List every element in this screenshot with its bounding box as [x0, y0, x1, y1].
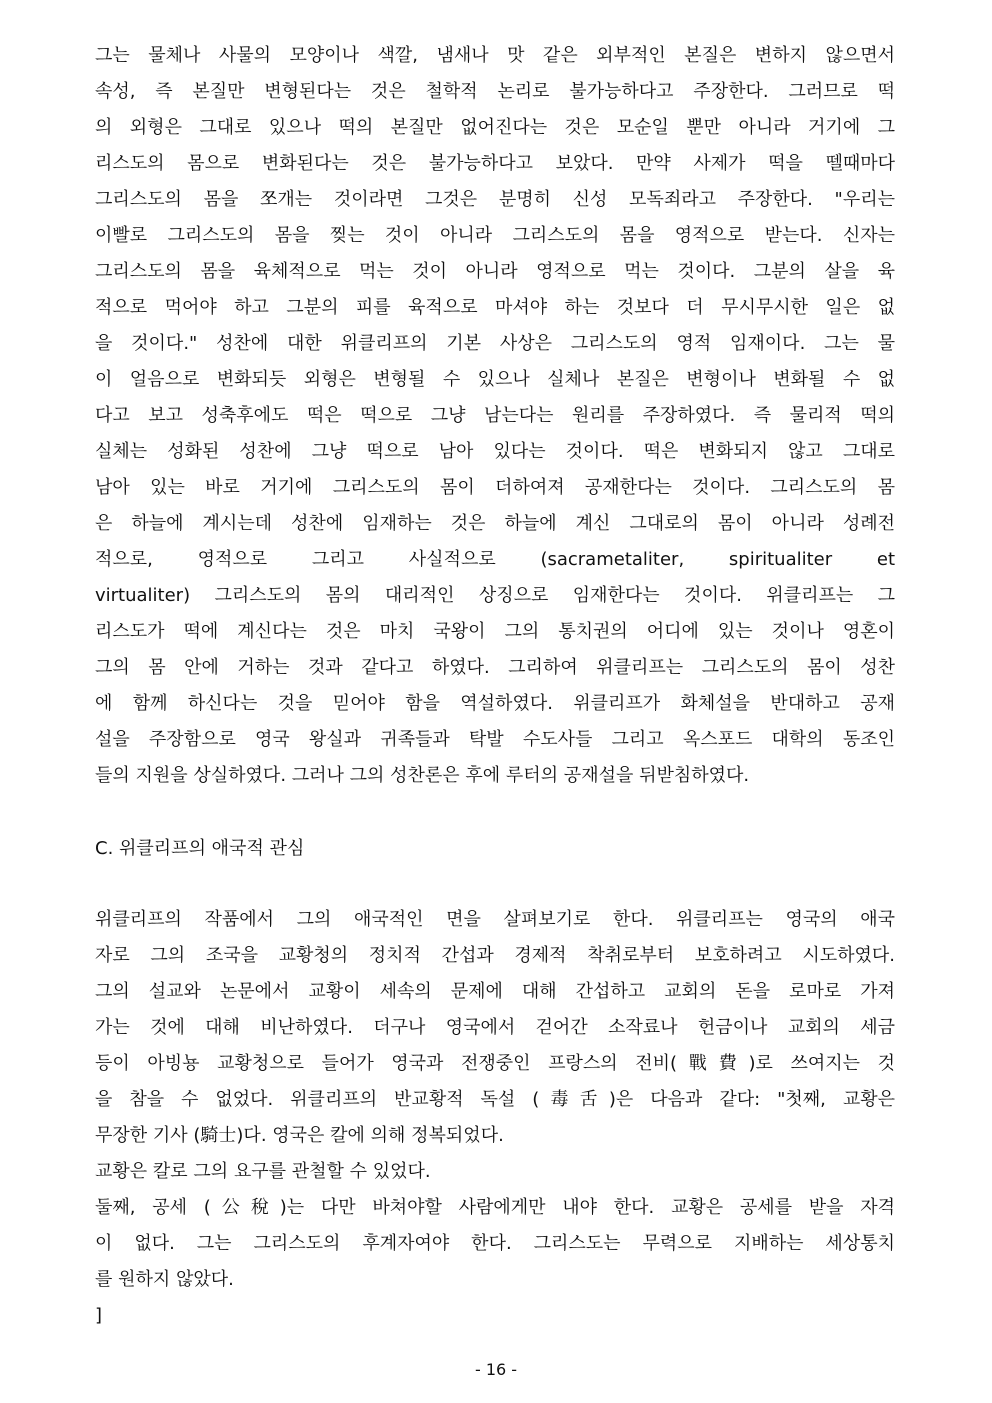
- paragraph-line: 둘째, 공세 (公稅)는 다만 바쳐야할 사람에게만 내야 한다. 교황은 공세를 받을 자격: [95, 1197, 895, 1218]
- paragraph-line: 의 외형은 그대로 있으나 떡의 본질만 없어진다는 것은 모순일 뿐만 아니라 거기에 그: [95, 117, 895, 138]
- paragraph-line: 리스도가 떡에 계신다는 것은 마치 국왕이 그의 통치권의 어디에 있는 것이나 영혼이: [95, 621, 895, 642]
- paragraph-line: virtualiter) 그리스도의 몸의 대리적인 상징으로 임재한다는 것이다. 위클리프는 그: [95, 585, 895, 606]
- paragraph-line: 그의 설교와 논문에서 교황이 세속의 문제에 대해 간섭하고 교회의 돈을 로마로 가져: [95, 981, 895, 1002]
- paragraph-line: 그리스도의 몸을 쪼개는 것이라면 그것은 분명히 신성 모독죄라고 주장한다. "우리는: [95, 189, 895, 210]
- paragraph-line: 적으로, 영적으로 그리고 사실적으로 (sacrametaliter, spiritualiter et: [95, 549, 895, 570]
- paragraph-line: 속성, 즉 본질만 변형된다는 것은 철학적 논리로 불가능하다고 주장한다. 그러므로 떡: [95, 81, 895, 102]
- paragraph-line: 무장한 기사 (騎士)다. 영국은 칼에 의해 정복되었다.: [95, 1125, 504, 1146]
- paragraph-line: 등이 아빙뇽 교황청으로 들어가 영국과 전쟁중인 프랑스의 전비(戰費)로 쓰여지는 것: [95, 1053, 895, 1074]
- paragraph-line: 에 함께 하신다는 것을 믿어야 함을 역설하였다. 위클리프가 화체설을 반대하고 공재: [95, 693, 895, 714]
- paragraph-line: 그리스도의 몸을 육체적으로 먹는 것이 아니라 영적으로 먹는 것이다. 그분의 살을 육: [95, 261, 895, 282]
- paragraph-line: 남아 있는 바로 거기에 그리스도의 몸이 더하여져 공재한다는 것이다. 그리스도의 몸: [95, 477, 895, 498]
- paragraph-line: 이 얼음으로 변화되듯 외형은 변형될 수 있으나 실체나 본질은 변형이나 변화될 수 없: [95, 369, 895, 390]
- paragraph-line: 자로 그의 조국을 교황청의 정치적 간섭과 경제적 착취로부터 보호하려고 시도하였다.: [95, 945, 895, 966]
- paragraph-line: ]: [95, 1305, 103, 1326]
- paragraph-line: 가는 것에 대해 비난하였다. 더구나 영국에서 걷어간 소작료나 헌금이나 교회의 세금: [95, 1017, 895, 1038]
- paragraph-line: 을 것이다." 성찬에 대한 위클리프의 기본 사상은 그리스도의 영적 임재이다. 그는 물: [95, 333, 895, 354]
- paragraph-line: 이빨로 그리스도의 몸을 찢는 것이 아니라 그리스도의 몸을 영적으로 받는다. 신자는: [95, 225, 895, 246]
- paragraph-line: 그의 몸 안에 거하는 것과 같다고 하였다. 그리하여 위클리프는 그리스도의 몸이 성찬: [95, 657, 895, 678]
- paragraph-line: 실체는 성화된 성찬에 그냥 떡으로 남아 있다는 것이다. 떡은 변화되지 않고 그대로: [95, 441, 895, 462]
- paragraph-line: 위클리프의 작품에서 그의 애국적인 면을 살펴보기로 한다. 위클리프는 영국의 애국: [95, 909, 895, 930]
- paragraph-line: 다고 보고 성축후에도 떡은 떡으로 그냥 남는다는 원리를 주장하였다. 즉 물리적 떡의: [95, 405, 895, 426]
- section-heading: C. 위클리프의 애국적 관심: [95, 838, 305, 859]
- paragraph-line: 은 하늘에 계시는데 성찬에 임재하는 것은 하늘에 계신 그대로의 몸이 아니라 성례전: [95, 513, 895, 534]
- paragraph-line: 그는 물체나 사물의 모양이나 색깔, 냄새나 맛 같은 외부적인 본질은 변하지 않으면서: [95, 45, 895, 66]
- paragraph-line: 들의 지원을 상실하였다. 그러나 그의 성찬론은 후에 루터의 공재설을 뒤받침하였다.: [95, 765, 750, 786]
- paragraph-line: 를 원하지 않았다.: [95, 1269, 234, 1290]
- paragraph-line: 이 없다. 그는 그리스도의 후계자여야 한다. 그리스도는 무력으로 지배하는 세상통치: [95, 1233, 895, 1254]
- paragraph-line: 적으로 먹어야 하고 그분의 피를 육적으로 마셔야 하는 것보다 더 무시무시한 일은 없: [95, 297, 895, 318]
- paragraph-line: 리스도의 몸으로 변화된다는 것은 불가능하다고 보았다. 만약 사제가 떡을 뗄때마다: [95, 153, 895, 174]
- paragraph-line: 을 참을 수 없었다. 위클리프의 반교황적 독설 (毒舌)은 다음과 같다: "첫째, 교황은: [95, 1089, 895, 1110]
- paragraph-line: 교황은 칼로 그의 요구를 관철할 수 있었다.: [95, 1161, 431, 1182]
- paragraph-line: 설을 주장함으로 영국 왕실과 귀족들과 탁발 수도사들 그리고 옥스포드 대학의 동조인: [95, 729, 895, 750]
- page-number: - 16 -: [474, 1360, 518, 1379]
